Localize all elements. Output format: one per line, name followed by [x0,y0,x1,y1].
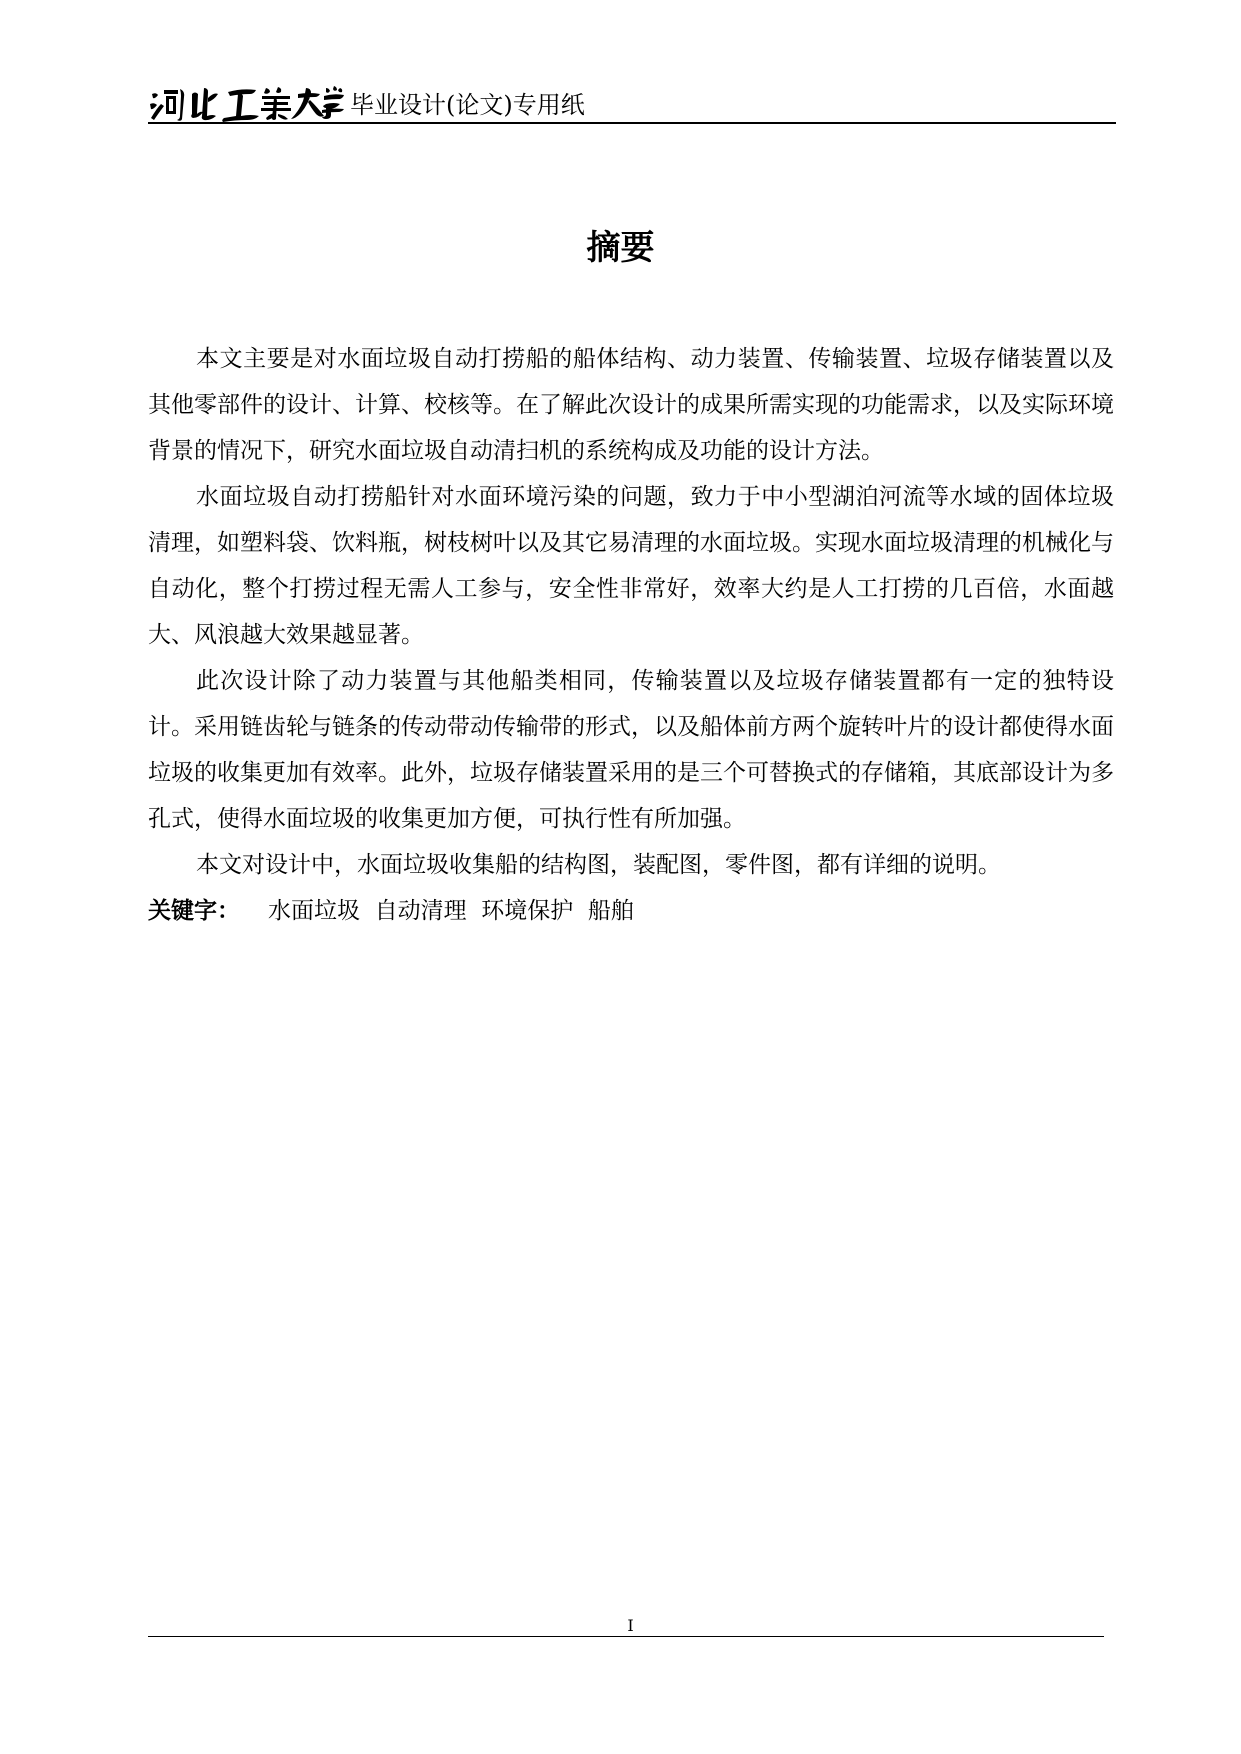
keywords-values: 水面垃圾 自动清理 环境保护 船舶 [268,898,634,924]
abstract-paragraph-1: 本文主要是对水面垃圾自动打捞船的船体结构、动力装置、传输装置、垃圾存储装置以及其他零部件的设计、计算、校核等。在了解此次设计的成果所需实现的功能需求，以及实际环境背景的情况下，研究水面垃圾自动清扫机的系统构成及功能的设计方法。 [148,346,1114,464]
page-header [148,84,1116,122]
page-number: I [627,1616,634,1635]
page-title: 摘要 [586,228,655,268]
abstract-paragraph-4: 本文对设计中，水面垃圾收集船的结构图，装配图，零件图，都有详细的说明。 [196,852,1001,878]
abstract-paragraph-2: 水面垃圾自动打捞船针对水面环境污染的问题，致力于中小型湖泊河流等水域的固体垃圾清理，如塑料袋、饮料瓶，树枝树叶以及其它易清理的水面垃圾。实现水面垃圾清理的机械化与自动化，整个打捞过程无需人工参与，安全性非常好，效率大约是人工打捞的几百倍，水面越大、风浪越大效果越显著。 [148,484,1114,648]
keywords-line [148,888,1114,934]
keywords-label: 关键字： [148,898,240,924]
header-title: 毕业设计(论文)专用纸 [350,91,585,119]
abstract-paragraph-3: 此次设计除了动力装置与其他船类相同，传输装置以及垃圾存储装置都有一定的独特设计。采用链齿轮与链条的传动带动传输带的形式，以及船体前方两个旋转叶片的设计都使得水面垃圾的收集更加有效率。此外，垃圾存储装置采用的是三个可替换式的存储箱，其底部设计为多孔式，使得水面垃圾的收集更加方便，可执行性有所加强。 [148,668,1114,832]
header-divider [148,122,1116,124]
abstract-body [148,336,1114,934]
university-logo [148,84,344,122]
footer-divider [148,1636,1104,1637]
